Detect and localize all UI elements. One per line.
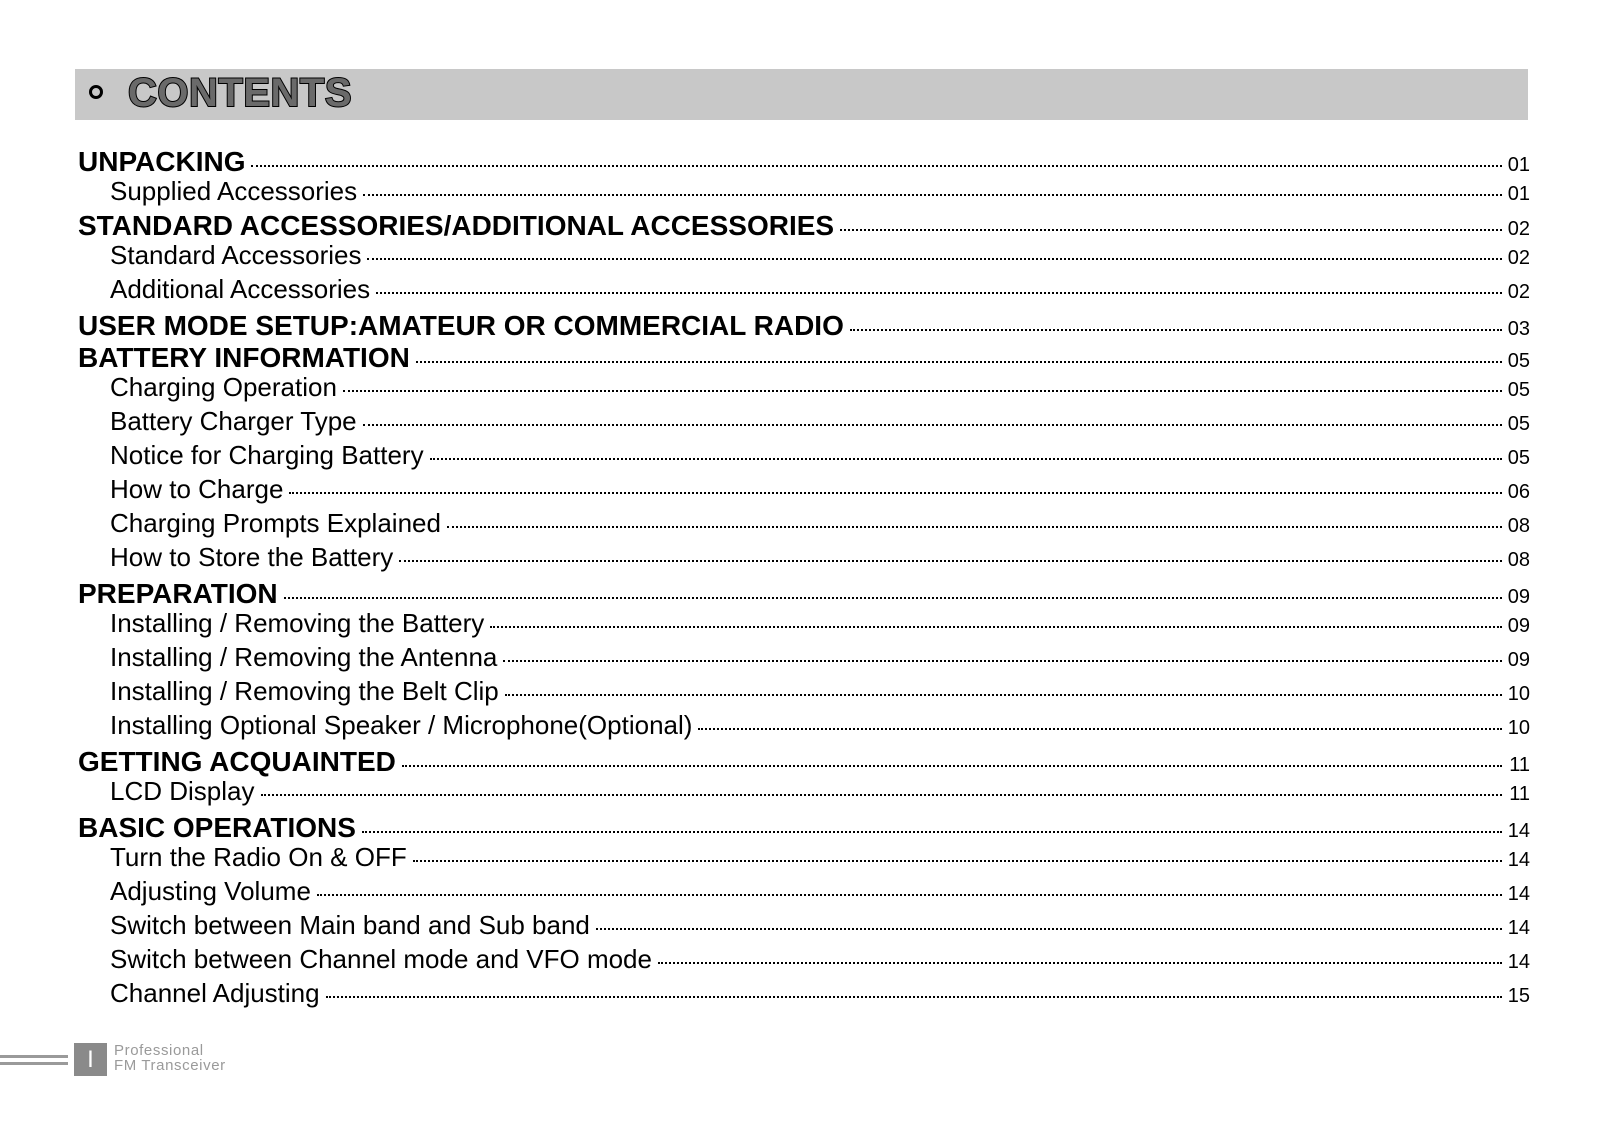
toc-entry-label: Installing / Removing the Battery (110, 608, 485, 638)
toc-page-number: 11 (1509, 783, 1530, 805)
toc-entry-label: Turn the Radio On & OFF (110, 842, 407, 872)
dot-leader (326, 996, 1502, 998)
toc-page-number: 14 (1507, 917, 1530, 939)
page-footer (0, 1043, 300, 1083)
toc-section-entry[interactable] (78, 342, 1530, 374)
toc-section-entry[interactable] (78, 578, 1530, 610)
dot-leader (503, 660, 1502, 662)
toc-page-number: 01 (1507, 183, 1530, 205)
toc-entry-label: Installing / Removing the Belt Clip (110, 676, 499, 706)
toc-entry-label: GETTING ACQUAINTED (78, 746, 396, 777)
toc-entry-label: USER MODE SETUP:AMATEUR OR COMMERCIAL RADIO (78, 310, 844, 341)
toc-subsection-entry[interactable] (78, 910, 1530, 941)
toc-subsection-entry[interactable] (78, 542, 1530, 573)
dot-leader (698, 728, 1502, 730)
toc-subsection-entry[interactable] (78, 176, 1530, 207)
toc-page-number: 05 (1507, 413, 1530, 435)
toc-entry-label: How to Store the Battery (110, 542, 394, 572)
page-title: CONTENTS (128, 71, 352, 115)
toc-entry-label: Installing / Removing the Antenna (110, 642, 498, 672)
toc-subsection-entry[interactable] (78, 406, 1530, 437)
toc-page-number: 03 (1507, 318, 1530, 340)
toc-page-number: 01 (1507, 154, 1530, 176)
toc-section-entry[interactable] (78, 210, 1530, 242)
toc-section-entry[interactable] (78, 310, 1530, 342)
toc-section-entry[interactable] (78, 746, 1530, 778)
toc-subsection-entry[interactable] (78, 608, 1530, 639)
toc-entry-label: Battery Charger Type (110, 406, 357, 436)
toc-entry-label: Charging Operation (110, 372, 337, 402)
toc-page-number: 14 (1507, 883, 1530, 905)
dot-leader (402, 765, 1502, 767)
dot-leader (343, 390, 1502, 392)
dot-leader (850, 329, 1502, 331)
toc-page-number: 05 (1507, 379, 1530, 401)
toc-entry-label: Adjusting Volume (110, 876, 311, 906)
toc-subsection-entry[interactable] (78, 508, 1530, 539)
dot-leader (363, 194, 1502, 196)
toc-entry-label: Charging Prompts Explained (110, 508, 441, 538)
toc-page-number: 02 (1507, 281, 1530, 303)
toc-page-number: 02 (1507, 218, 1530, 240)
dot-leader (376, 292, 1502, 294)
toc-entry-label: Channel Adjusting (110, 978, 320, 1008)
dot-leader (399, 560, 1502, 562)
toc-subsection-entry[interactable] (78, 876, 1530, 907)
toc-subsection-entry[interactable] (78, 944, 1530, 975)
toc-entry-label: LCD Display (110, 776, 255, 806)
dot-leader (289, 492, 1502, 494)
toc-page-number: 08 (1507, 515, 1530, 537)
toc-subsection-entry[interactable] (78, 842, 1530, 873)
toc-page-number: 09 (1507, 615, 1530, 637)
dot-leader (490, 626, 1502, 628)
toc-subsection-entry[interactable] (78, 676, 1530, 707)
toc-subsection-entry[interactable] (78, 474, 1530, 505)
dot-leader (251, 165, 1502, 167)
toc-entry-label: UNPACKING (78, 146, 246, 177)
toc-page-number: 14 (1507, 951, 1530, 973)
toc-page-number: 06 (1507, 481, 1530, 503)
dot-leader (363, 424, 1502, 426)
page-marker: I (74, 1043, 107, 1076)
toc-page-number: 02 (1507, 247, 1530, 269)
toc-page-number: 14 (1507, 849, 1530, 871)
toc-entry-label: BATTERY INFORMATION (78, 342, 410, 373)
dot-leader (505, 694, 1502, 696)
toc-subsection-entry[interactable] (78, 440, 1530, 471)
toc-entry-label: PREPARATION (78, 578, 278, 609)
toc-subsection-entry[interactable] (78, 240, 1530, 271)
toc-section-entry[interactable] (78, 812, 1530, 844)
toc-subsection-entry[interactable] (78, 776, 1530, 807)
dot-leader (317, 894, 1502, 896)
dot-leader (362, 831, 1502, 833)
toc-page-number: 09 (1507, 649, 1530, 671)
toc-entry-label: BASIC OPERATIONS (78, 812, 356, 843)
toc-entry-label: Additional Accessories (110, 274, 371, 304)
toc-page-number: 15 (1507, 985, 1530, 1007)
toc-subsection-entry[interactable] (78, 642, 1530, 673)
toc-section-entry[interactable] (78, 146, 1530, 178)
toc-page-number: 10 (1507, 683, 1530, 705)
contents-header (75, 69, 1528, 120)
toc-entry-label: How to Charge (110, 474, 284, 504)
dot-leader (596, 928, 1502, 930)
toc-page-number: 10 (1507, 717, 1530, 739)
toc-entry-label: Standard Accessories (110, 240, 362, 270)
toc-page-number: 11 (1509, 754, 1530, 776)
footer-line-1: Professional (114, 1042, 204, 1059)
footer-rule (0, 1062, 68, 1065)
toc-entry-label: Switch between Channel mode and VFO mode (110, 944, 652, 974)
dot-leader (367, 258, 1502, 260)
dot-leader (284, 597, 1502, 599)
toc-entry-label: Installing Optional Speaker / Microphone(Optional) (110, 710, 693, 740)
dot-leader (430, 458, 1502, 460)
toc-page-number: 08 (1507, 549, 1530, 571)
toc-page-number: 05 (1507, 350, 1530, 372)
toc-entry-label: Notice for Charging Battery (110, 440, 424, 470)
footer-product-name (114, 1043, 226, 1073)
toc-subsection-entry[interactable] (78, 274, 1530, 305)
toc-subsection-entry[interactable] (78, 978, 1530, 1009)
toc-page-number: 14 (1507, 820, 1530, 842)
dot-leader (261, 794, 1503, 796)
dot-leader (413, 860, 1502, 862)
dot-leader (840, 229, 1502, 231)
bullet-circle-icon (89, 85, 103, 99)
toc-entry-label: Supplied Accessories (110, 176, 358, 206)
toc-entry-label: Switch between Main band and Sub band (110, 910, 590, 940)
footer-rule (0, 1055, 68, 1058)
dot-leader (658, 962, 1502, 964)
dot-leader (416, 361, 1502, 363)
toc-entry-label: STANDARD ACCESSORIES/ADDITIONAL ACCESSORIES (78, 210, 835, 241)
footer-line-2: FM Transceiver (114, 1057, 226, 1074)
toc-page-number: 09 (1507, 586, 1530, 608)
toc-subsection-entry[interactable] (78, 372, 1530, 403)
dot-leader (447, 526, 1502, 528)
toc-page-number: 05 (1507, 447, 1530, 469)
toc-subsection-entry[interactable] (78, 710, 1530, 741)
